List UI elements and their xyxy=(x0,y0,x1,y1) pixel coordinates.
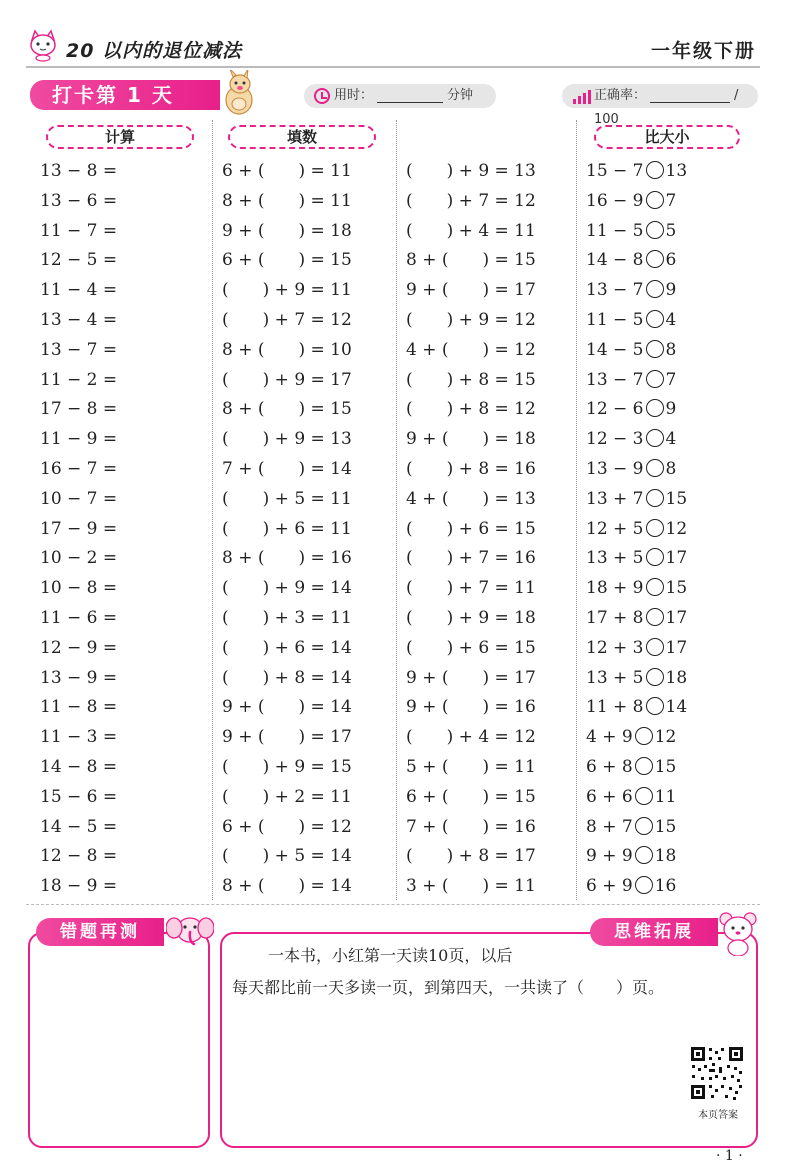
compare-left: 12 − 3 xyxy=(586,429,644,450)
calc-problem[interactable]: 10 − 2 = xyxy=(40,548,118,569)
compare-right: 15 xyxy=(665,488,688,509)
fill-problem[interactable]: 6 + ( ) = 15 xyxy=(406,786,536,807)
compare-circle[interactable] xyxy=(646,310,664,328)
fill-problem[interactable]: 8 + ( ) = 16 xyxy=(222,548,352,569)
exercise-row xyxy=(0,484,790,514)
compare-circle[interactable] xyxy=(646,340,664,358)
compare-left: 14 − 8 xyxy=(586,250,644,271)
compare-right: 13 xyxy=(665,161,688,181)
fill-problem[interactable]: 6 + ( ) = 12 xyxy=(222,816,352,837)
elephant-icon xyxy=(166,910,214,952)
compare-left: 14 − 5 xyxy=(586,339,644,360)
compare-problem xyxy=(586,573,687,603)
compare-problem xyxy=(586,454,676,484)
fill-problem[interactable]: ( ) + 9 = 13 xyxy=(406,161,536,181)
fill-problem[interactable]: 9 + ( ) = 16 xyxy=(406,697,536,718)
calc-problem[interactable]: 13 − 9 = xyxy=(40,667,118,688)
calc-problem[interactable]: 11 − 6 = xyxy=(40,608,118,628)
compare-left: 12 + 3 xyxy=(586,637,644,658)
fill-problem[interactable]: ( ) + 9 = 14 xyxy=(222,578,352,599)
compare-left: 8 + 7 xyxy=(586,816,633,837)
fill-problem[interactable]: 8 + ( ) = 14 xyxy=(222,876,352,897)
calc-problem[interactable]: 18 − 9 = xyxy=(40,876,118,897)
fill-problem[interactable]: 7 + ( ) = 16 xyxy=(406,816,536,837)
compare-circle[interactable] xyxy=(635,787,653,805)
fill-problem[interactable]: 9 + ( ) = 17 xyxy=(222,727,352,748)
calc-problem[interactable]: 17 − 9 = xyxy=(40,518,118,539)
exercise-row xyxy=(0,573,790,603)
calc-problem[interactable]: 14 − 8 = xyxy=(40,757,118,777)
compare-left: 11 − 5 xyxy=(586,310,644,330)
page-number: · 1 · xyxy=(716,1148,743,1164)
fill-problem[interactable]: 9 + ( ) = 18 xyxy=(222,220,352,241)
day-banner: 打卡第 1 天 xyxy=(30,80,220,110)
compare-circle[interactable] xyxy=(646,370,664,388)
fill-problem[interactable]: ( ) + 7 = 12 xyxy=(406,190,536,211)
exercise-row xyxy=(0,186,790,216)
compare-left: 13 + 5 xyxy=(586,667,644,688)
compare-problem xyxy=(586,305,676,335)
compare-problem xyxy=(586,782,676,812)
fill-problem[interactable]: ( ) + 7 = 11 xyxy=(406,578,536,599)
exercise-row xyxy=(0,633,790,663)
compare-problem xyxy=(586,245,676,275)
compare-right: 18 xyxy=(665,667,688,688)
fill-problem[interactable]: 6 + ( ) = 11 xyxy=(222,161,352,181)
compare-circle[interactable] xyxy=(635,876,653,894)
calc-column-header: 计算 xyxy=(46,125,194,149)
clock-icon xyxy=(314,88,330,104)
exercise-row xyxy=(0,424,790,454)
compare-circle[interactable] xyxy=(646,697,664,715)
fill-problem[interactable]: ( ) + 7 = 16 xyxy=(406,548,536,569)
compare-circle[interactable] xyxy=(646,489,664,507)
compare-right: 17 xyxy=(665,637,688,658)
calc-problem[interactable]: 11 − 9 = xyxy=(40,429,118,450)
compare-right: 17 xyxy=(665,608,688,628)
fill-problem[interactable]: 5 + ( ) = 11 xyxy=(406,757,536,777)
fill-problem[interactable]: ( ) + 6 = 15 xyxy=(406,518,536,539)
compare-right: 6 xyxy=(665,250,677,271)
compare-right: 17 xyxy=(665,548,688,569)
compare-right: 18 xyxy=(654,846,677,867)
calc-problem[interactable]: 15 − 6 = xyxy=(40,786,118,807)
exercise-row xyxy=(0,275,790,305)
fill-problem[interactable]: 4 + ( ) = 12 xyxy=(406,339,536,360)
compare-circle[interactable] xyxy=(646,548,664,566)
compare-column-header: 比大小 xyxy=(594,125,740,149)
compare-problem xyxy=(586,871,676,901)
calc-problem[interactable]: 11 − 8 = xyxy=(40,697,118,718)
review-tag: 错题再测 xyxy=(36,918,164,946)
exercise-row xyxy=(0,871,790,901)
compare-left: 12 + 5 xyxy=(586,518,644,539)
fill-problem[interactable]: ( ) + 8 = 15 xyxy=(406,369,536,390)
exercise-row xyxy=(0,335,790,365)
exercise-row xyxy=(0,603,790,633)
kangaroo-icon xyxy=(214,70,260,118)
compare-left: 6 + 8 xyxy=(586,757,633,777)
compare-right: 15 xyxy=(665,578,688,599)
compare-problem xyxy=(586,841,676,871)
fill-problem[interactable]: ( ) + 9 = 17 xyxy=(222,369,352,390)
compare-right: 16 xyxy=(654,876,677,897)
fill-problem[interactable]: 9 + ( ) = 17 xyxy=(406,667,536,688)
qr-label: 本页答案 xyxy=(698,1110,738,1121)
compare-problem xyxy=(586,514,687,544)
exercise-row xyxy=(0,305,790,335)
compare-right: 15 xyxy=(654,757,677,777)
word-problem xyxy=(232,940,752,1004)
time-label: 用时： xyxy=(334,88,374,103)
accuracy-field[interactable] xyxy=(562,84,758,127)
calc-problem[interactable]: 11 − 4 = xyxy=(40,280,118,301)
compare-right: 12 xyxy=(654,727,677,748)
compare-circle[interactable] xyxy=(646,161,664,179)
fill-problem[interactable]: ( ) + 8 = 17 xyxy=(406,846,536,867)
compare-right: 8 xyxy=(665,339,677,360)
calc-problem[interactable]: 11 − 2 = xyxy=(40,369,118,390)
compare-right: 9 xyxy=(665,280,677,301)
section-divider xyxy=(26,904,760,905)
fill-problem[interactable]: 8 + ( ) = 11 xyxy=(222,190,352,211)
exercise-row xyxy=(0,752,790,782)
fill-problem[interactable]: ( ) + 9 = 13 xyxy=(222,429,352,450)
compare-left: 13 − 7 xyxy=(586,280,644,301)
calc-problem[interactable]: 13 − 6 = xyxy=(40,190,118,211)
calc-problem[interactable]: 16 − 7 = xyxy=(40,459,118,479)
exercise-row xyxy=(0,365,790,395)
problem-line-2: 每天都比前一天多读一页，到第四天，一共读了（ ）页。 xyxy=(232,978,665,997)
compare-circle[interactable] xyxy=(646,429,664,447)
time-unit: 分钟 xyxy=(447,88,474,103)
compare-right: 15 xyxy=(654,816,677,837)
compare-circle[interactable] xyxy=(646,250,664,268)
compare-problem xyxy=(586,663,687,693)
compare-circle[interactable] xyxy=(646,399,664,417)
accuracy-total: / 100 xyxy=(594,88,739,127)
compare-right: 4 xyxy=(665,310,677,330)
compare-problem xyxy=(586,335,676,365)
fill-problem[interactable]: ( ) + 4 = 12 xyxy=(406,727,536,748)
compare-left: 12 − 6 xyxy=(586,399,644,420)
compare-right: 12 xyxy=(665,518,688,539)
fill-problem[interactable]: ( ) + 5 = 14 xyxy=(222,846,352,867)
compare-left: 16 − 9 xyxy=(586,190,644,211)
compare-circle[interactable] xyxy=(635,846,653,864)
compare-circle[interactable] xyxy=(635,817,653,835)
compare-problem xyxy=(586,186,676,216)
fill-problem[interactable]: 8 + ( ) = 15 xyxy=(406,250,536,271)
compare-left: 13 + 5 xyxy=(586,548,644,569)
qr-code-icon[interactable] xyxy=(689,1045,745,1101)
compare-circle[interactable] xyxy=(646,578,664,596)
compare-problem xyxy=(586,543,687,573)
compare-right: 4 xyxy=(665,429,677,450)
problem-line-1: 一本书，小红第一天读10页，以后 xyxy=(268,946,513,965)
accuracy-label: 正确率： xyxy=(594,88,647,103)
fill-problem[interactable]: ( ) + 8 = 16 xyxy=(406,459,536,479)
exercise-row xyxy=(0,663,790,693)
compare-right: 8 xyxy=(665,459,677,479)
fill-problem[interactable]: 9 + ( ) = 17 xyxy=(406,280,536,301)
cat-icon xyxy=(26,28,60,62)
compare-problem xyxy=(586,692,687,722)
calc-problem[interactable]: 13 − 4 = xyxy=(40,310,118,330)
fill-problem[interactable]: ( ) + 8 = 12 xyxy=(406,399,536,420)
fill-problem[interactable]: 8 + ( ) = 15 xyxy=(222,399,352,420)
exercise-row xyxy=(0,782,790,812)
calc-problem[interactable]: 12 − 9 = xyxy=(40,637,118,658)
compare-right: 5 xyxy=(665,220,677,241)
time-spent-field[interactable] xyxy=(304,84,496,108)
fill-problem[interactable]: ( ) + 3 = 11 xyxy=(222,608,352,628)
compare-problem xyxy=(586,156,687,186)
exercise-row xyxy=(0,245,790,275)
header-divider xyxy=(26,66,760,68)
fill-problem[interactable]: ( ) + 4 = 11 xyxy=(406,220,536,241)
compare-left: 9 + 9 xyxy=(586,846,633,867)
compare-circle[interactable] xyxy=(646,459,664,477)
exercise-row xyxy=(0,156,790,186)
compare-circle[interactable] xyxy=(646,280,664,298)
fill-problem[interactable]: ( ) + 5 = 11 xyxy=(222,488,352,509)
fill-problem[interactable]: ( ) + 7 = 12 xyxy=(222,310,352,330)
calc-problem[interactable]: 13 − 7 = xyxy=(40,339,118,360)
compare-circle[interactable] xyxy=(646,191,664,209)
extension-tag: 思维拓展 xyxy=(590,918,718,946)
accuracy-blank[interactable] xyxy=(650,89,730,103)
compare-problem xyxy=(586,424,676,454)
compare-left: 13 + 7 xyxy=(586,488,644,509)
compare-left: 13 − 9 xyxy=(586,459,644,479)
worksheet-title: 20 以内的退位减法 xyxy=(66,40,243,62)
compare-circle[interactable] xyxy=(646,519,664,537)
compare-circle[interactable] xyxy=(646,608,664,626)
fill-problem[interactable]: ( ) + 9 = 11 xyxy=(222,280,352,301)
compare-circle[interactable] xyxy=(635,757,653,775)
compare-problem xyxy=(586,484,687,514)
fill-problem[interactable]: ( ) + 9 = 15 xyxy=(222,757,352,777)
compare-circle[interactable] xyxy=(646,668,664,686)
compare-right: 7 xyxy=(665,369,677,390)
fill-problem[interactable]: ( ) + 6 = 11 xyxy=(222,518,352,539)
compare-left: 13 − 7 xyxy=(586,369,644,390)
compare-problem xyxy=(586,722,676,752)
fill-problem[interactable]: 6 + ( ) = 15 xyxy=(222,250,352,271)
compare-problem xyxy=(586,752,676,782)
calc-problem[interactable]: 11 − 7 = xyxy=(40,220,118,241)
calc-problem[interactable]: 12 − 5 = xyxy=(40,250,118,271)
compare-right: 11 xyxy=(654,786,677,807)
exercise-row xyxy=(0,692,790,722)
compare-right: 14 xyxy=(665,697,688,718)
fill-problem[interactable]: 8 + ( ) = 10 xyxy=(222,339,352,360)
compare-left: 11 − 5 xyxy=(586,220,644,241)
exercise-row xyxy=(0,812,790,842)
compare-problem xyxy=(586,216,676,246)
exercise-row xyxy=(0,543,790,573)
fill-problem[interactable]: 4 + ( ) = 13 xyxy=(406,488,536,509)
compare-left: 6 + 6 xyxy=(586,786,633,807)
compare-left: 15 − 7 xyxy=(586,161,644,181)
fill-problem[interactable]: ( ) + 2 = 11 xyxy=(222,786,352,807)
calc-problem[interactable]: 14 − 5 = xyxy=(40,816,118,837)
compare-circle[interactable] xyxy=(635,727,653,745)
compare-left: 4 + 9 xyxy=(586,727,633,748)
calc-problem[interactable]: 11 − 3 = xyxy=(40,727,118,748)
fill-column-header: 填数 xyxy=(228,125,376,149)
exercise-row xyxy=(0,722,790,752)
compare-problem xyxy=(586,812,676,842)
fill-problem[interactable]: 9 + ( ) = 18 xyxy=(406,429,536,450)
review-box[interactable] xyxy=(28,932,210,1148)
compare-problem xyxy=(586,603,687,633)
calc-problem[interactable]: 12 − 8 = xyxy=(40,846,118,867)
compare-circle[interactable] xyxy=(646,638,664,656)
calc-problem[interactable]: 17 − 8 = xyxy=(40,399,118,420)
compare-problem xyxy=(586,633,687,663)
fill-problem[interactable]: ( ) + 8 = 14 xyxy=(222,667,352,688)
fill-problem[interactable]: ( ) + 6 = 15 xyxy=(406,637,536,658)
page-header xyxy=(0,0,790,70)
fill-problem[interactable]: 7 + ( ) = 14 xyxy=(222,459,352,479)
compare-problem xyxy=(586,394,676,424)
compare-left: 17 + 8 xyxy=(586,608,644,628)
exercise-row xyxy=(0,454,790,484)
compare-left: 11 + 8 xyxy=(586,697,644,718)
compare-right: 9 xyxy=(665,399,677,420)
compare-problem xyxy=(586,275,676,305)
fill-problem[interactable]: 9 + ( ) = 14 xyxy=(222,697,352,718)
fill-problem[interactable]: 3 + ( ) = 11 xyxy=(406,876,536,897)
fill-problem[interactable]: ( ) + 9 = 12 xyxy=(406,310,536,330)
exercise-row xyxy=(0,841,790,871)
compare-right: 7 xyxy=(665,190,677,211)
compare-circle[interactable] xyxy=(646,221,664,239)
calc-problem[interactable]: 10 − 7 = xyxy=(40,488,118,509)
exercise-row xyxy=(0,514,790,544)
bar-chart-icon xyxy=(572,89,592,104)
exercise-row xyxy=(0,394,790,424)
calc-problem[interactable]: 10 − 8 = xyxy=(40,578,118,599)
compare-problem xyxy=(586,365,676,395)
compare-left: 6 + 9 xyxy=(586,876,633,897)
grade-label: 一年级下册 xyxy=(650,40,756,62)
calc-problem[interactable]: 13 − 8 = xyxy=(40,161,118,181)
exercise-row xyxy=(0,216,790,246)
time-blank[interactable] xyxy=(377,89,443,103)
fill-problem[interactable]: ( ) + 9 = 18 xyxy=(406,608,536,628)
compare-left: 18 + 9 xyxy=(586,578,644,599)
fill-problem[interactable]: ( ) + 6 = 14 xyxy=(222,637,352,658)
